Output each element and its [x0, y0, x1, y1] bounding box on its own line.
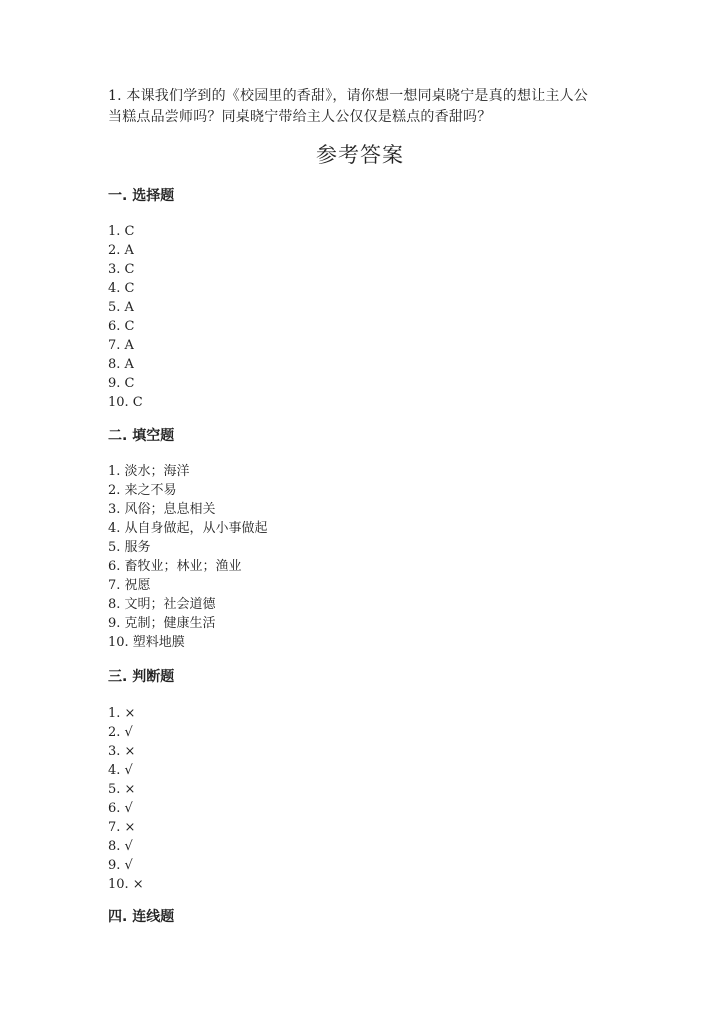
list-item: 2. 来之不易 — [108, 483, 177, 498]
list-item: 6. 畜牧业；林业；渔业 — [108, 559, 242, 574]
list-item: 8. √ — [108, 839, 133, 854]
list-item: 1. C — [108, 224, 135, 239]
list-item: 1. 淡水；海洋 — [108, 464, 190, 479]
list-item: 6. C — [108, 319, 135, 334]
list-item: 9. C — [108, 376, 135, 391]
list-item: 9. √ — [108, 858, 133, 873]
list-item: 2. A — [108, 243, 134, 258]
section-heading-matching: 四. 连线题 — [108, 909, 175, 925]
choice-answer-list — [108, 222, 143, 412]
section-heading-true-false: 三. 判断题 — [108, 669, 175, 685]
list-item: 5. × — [108, 782, 136, 797]
list-item: 10. 塑料地膜 — [108, 635, 185, 650]
list-item: 6. √ — [108, 801, 133, 816]
list-item: 10. × — [108, 877, 144, 892]
true-false-answer-list — [108, 704, 144, 894]
list-item: 4. C — [108, 281, 135, 296]
list-item: 3. 风俗；息息相关 — [108, 502, 216, 517]
list-item: 7. × — [108, 820, 136, 835]
section-heading-choice: 一. 选择题 — [108, 188, 175, 204]
list-item: 5. 服务 — [108, 540, 151, 555]
list-item: 4. √ — [108, 763, 133, 778]
list-item: 5. A — [108, 300, 134, 315]
list-item: 1. × — [108, 706, 136, 721]
list-item: 10. C — [108, 395, 143, 410]
answer-title: 参考答案 — [316, 143, 404, 167]
list-item: 7. A — [108, 338, 134, 353]
list-item: 7. 祝愿 — [108, 578, 151, 593]
list-item: 3. C — [108, 262, 135, 277]
question-line-1: 1. 本课我们学到的《校园里的香甜》，请你想一想同桌晓宁是真的想让主人公 — [108, 88, 589, 104]
fill-blank-answer-list — [108, 462, 268, 652]
question-block — [108, 86, 618, 128]
list-item: 4. 从自身做起，从小事做起 — [108, 521, 268, 536]
list-item: 8. 文明；社会道德 — [108, 597, 216, 612]
question-line-2: 当糕点品尝师吗？同桌晓宁带给主人公仅仅是糕点的香甜吗？ — [108, 109, 492, 125]
list-item: 9. 克制；健康生活 — [108, 616, 216, 631]
list-item: 2. √ — [108, 725, 133, 740]
section-heading-fill-blank: 二. 填空题 — [108, 428, 175, 444]
list-item: 8. A — [108, 357, 134, 372]
list-item: 3. × — [108, 744, 136, 759]
